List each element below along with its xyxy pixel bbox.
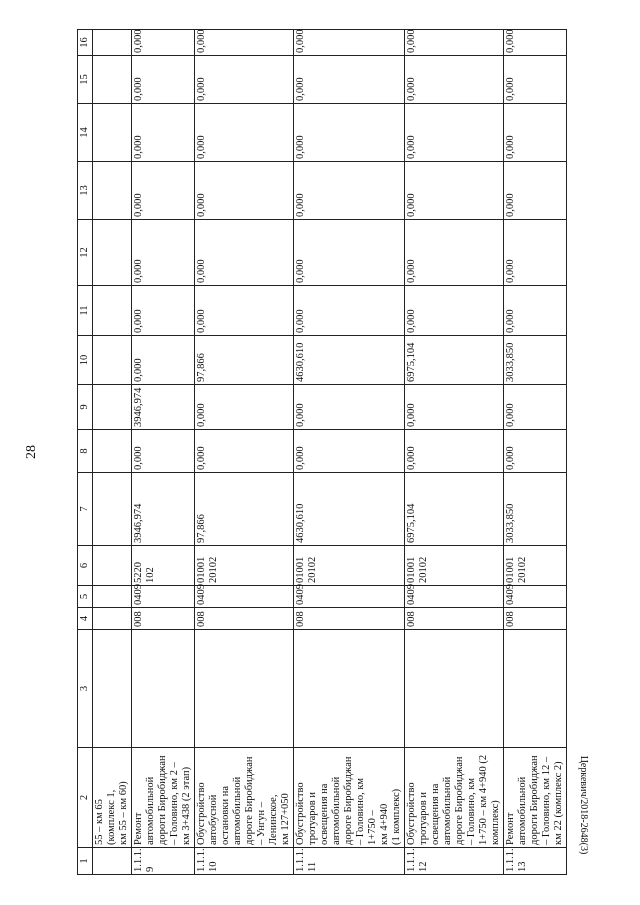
value-cell: 0,000 — [405, 30, 504, 56]
value-cell: 0,000 — [405, 286, 504, 336]
value-cell: 0,000 — [132, 30, 195, 56]
row-number-cell: 1.1.1. 11 — [294, 848, 405, 875]
name-cell: Обустройство автобусной остановки на автомобильной дороге Биробиджан – Унгун – Ленинское, км 127+050 — [195, 748, 294, 848]
section-cell: 0409 — [405, 586, 504, 608]
row-number-cell: 1.1.1. 12 — [405, 848, 504, 875]
value-cell: 0,000 — [294, 430, 405, 473]
value-cell: 4630,610 — [294, 336, 405, 385]
value-cell: 0,000 — [294, 162, 405, 220]
value-cell — [93, 336, 132, 385]
value-cell: 0,000 — [504, 162, 567, 220]
column-header: 13 — [78, 162, 93, 220]
value-cell: 0,000 — [405, 104, 504, 162]
section-cell — [93, 586, 132, 608]
table-row — [405, 30, 504, 875]
empty-cell — [195, 630, 294, 748]
column-header: 10 — [78, 336, 93, 385]
value-cell: 0,000 — [294, 30, 405, 56]
table-row — [504, 30, 567, 875]
value-cell: 0,000 — [132, 336, 195, 385]
column-header: 11 — [78, 286, 93, 336]
name-cell: Обустройство тротуаров и освещения на автомобильной дороге Биробиджан – Головино, км 1+750 – км 4+940 (1 комплекс) — [294, 748, 405, 848]
value-cell: 0,000 — [195, 162, 294, 220]
column-header: 12 — [78, 220, 93, 286]
value-cell: 0,000 — [504, 56, 567, 104]
value-cell: 0,000 — [132, 56, 195, 104]
target-cell — [93, 546, 132, 586]
value-cell: 3033,850 — [504, 336, 567, 385]
code-cell — [93, 608, 132, 630]
table-row — [93, 30, 132, 875]
name-cell: Ремонт автомобильной дороги Биробиджан – Головино, км 12 – км 22 (комплекс 2) — [504, 748, 567, 848]
value-cell: 0,000 — [504, 30, 567, 56]
code-cell: 008 — [294, 608, 405, 630]
column-header: 16 — [78, 30, 93, 56]
value-cell — [93, 220, 132, 286]
value-cell: 0,000 — [294, 56, 405, 104]
value-cell: 0,000 — [195, 104, 294, 162]
value-cell: 0,000 — [294, 104, 405, 162]
value-cell: 97,866 — [195, 336, 294, 385]
column-header: 8 — [78, 430, 93, 473]
code-cell: 008 — [405, 608, 504, 630]
empty-cell — [294, 630, 405, 748]
rotated-table-container — [77, 29, 564, 875]
column-header: 4 — [78, 608, 93, 630]
value-cell — [93, 56, 132, 104]
value-cell: 0,000 — [195, 286, 294, 336]
table-row — [195, 30, 294, 875]
value-cell: 3946,974 — [132, 473, 195, 546]
value-cell: 0,000 — [132, 286, 195, 336]
row-number-cell: 1.1.1. 13 — [504, 848, 567, 875]
target-cell: 01001 20102 — [405, 546, 504, 586]
page-number: 28 — [24, 445, 39, 459]
value-cell: 0,000 — [504, 385, 567, 430]
code-cell: 008 — [132, 608, 195, 630]
value-cell: 0,000 — [132, 220, 195, 286]
target-cell: 01001 20102 — [195, 546, 294, 586]
value-cell: 0,000 — [132, 104, 195, 162]
row-number-cell — [93, 848, 132, 875]
value-cell: 0,000 — [405, 430, 504, 473]
target-cell: 01001 20102 — [294, 546, 405, 586]
table-row — [294, 30, 405, 875]
value-cell: 0,000 — [195, 430, 294, 473]
value-cell — [93, 473, 132, 546]
target-cell: 01001 20102 — [504, 546, 567, 586]
name-cell: 55 – км 65 (комплекс 1, км 55 – км 60) — [93, 748, 132, 848]
value-cell: 97,866 — [195, 473, 294, 546]
value-cell — [93, 162, 132, 220]
row-number-cell: 1.1.1. 10 — [195, 848, 294, 875]
column-header: 14 — [78, 104, 93, 162]
value-cell: 0,000 — [405, 220, 504, 286]
header-row — [78, 30, 93, 875]
column-header: 15 — [78, 56, 93, 104]
column-header: 1 — [78, 848, 93, 875]
column-header: 2 — [78, 748, 93, 848]
value-cell: 0,000 — [195, 56, 294, 104]
value-cell — [93, 104, 132, 162]
value-cell: 0,000 — [195, 385, 294, 430]
value-cell: 0,000 — [132, 430, 195, 473]
value-cell: 3033,850 — [504, 473, 567, 546]
column-header: 7 — [78, 473, 93, 546]
section-cell: 0409 — [132, 586, 195, 608]
value-cell — [93, 30, 132, 56]
value-cell: 0,000 — [195, 220, 294, 286]
empty-cell — [504, 630, 567, 748]
value-cell: 0,000 — [195, 30, 294, 56]
name-cell: Ремонт автомобильной дороги Биробиджан – Головино, км 2 – км 3+438 (2 этап) — [132, 748, 195, 848]
value-cell: 3946,974 — [132, 385, 195, 430]
value-cell: 0,000 — [504, 286, 567, 336]
column-header: 9 — [78, 385, 93, 430]
budget-table — [77, 29, 567, 875]
code-cell: 008 — [195, 608, 294, 630]
table-row — [132, 30, 195, 875]
value-cell: 6975,104 — [405, 336, 504, 385]
value-cell — [93, 385, 132, 430]
section-cell: 0409 — [294, 586, 405, 608]
empty-cell — [405, 630, 504, 748]
column-header: 5 — [78, 586, 93, 608]
column-header: 6 — [78, 546, 93, 586]
target-cell: 5220 102 — [132, 546, 195, 586]
document-code: Церкевич/2018-2648(3) — [578, 755, 589, 855]
value-cell: 0,000 — [294, 385, 405, 430]
value-cell — [93, 430, 132, 473]
value-cell: 0,000 — [504, 430, 567, 473]
value-cell — [93, 286, 132, 336]
value-cell: 0,000 — [132, 162, 195, 220]
value-cell: 0,000 — [504, 220, 567, 286]
empty-cell — [93, 630, 132, 748]
section-cell: 0409 — [504, 586, 567, 608]
value-cell: 0,000 — [504, 104, 567, 162]
table-body — [93, 30, 567, 875]
value-cell: 4630,610 — [294, 473, 405, 546]
value-cell: 0,000 — [405, 162, 504, 220]
code-cell: 008 — [504, 608, 567, 630]
row-number-cell: 1.1.1. 9 — [132, 848, 195, 875]
name-cell: Обустройство тротуаров и освещения на автомобильной дороге Биробиджан – Головино, км 1+750 – км 4+940 (2 комплекс) — [405, 748, 504, 848]
column-header: 3 — [78, 630, 93, 748]
empty-cell — [132, 630, 195, 748]
value-cell: 0,000 — [294, 220, 405, 286]
value-cell: 0,000 — [405, 385, 504, 430]
value-cell: 6975,104 — [405, 473, 504, 546]
section-cell: 0409 — [195, 586, 294, 608]
value-cell: 0,000 — [405, 56, 504, 104]
value-cell: 0,000 — [294, 286, 405, 336]
